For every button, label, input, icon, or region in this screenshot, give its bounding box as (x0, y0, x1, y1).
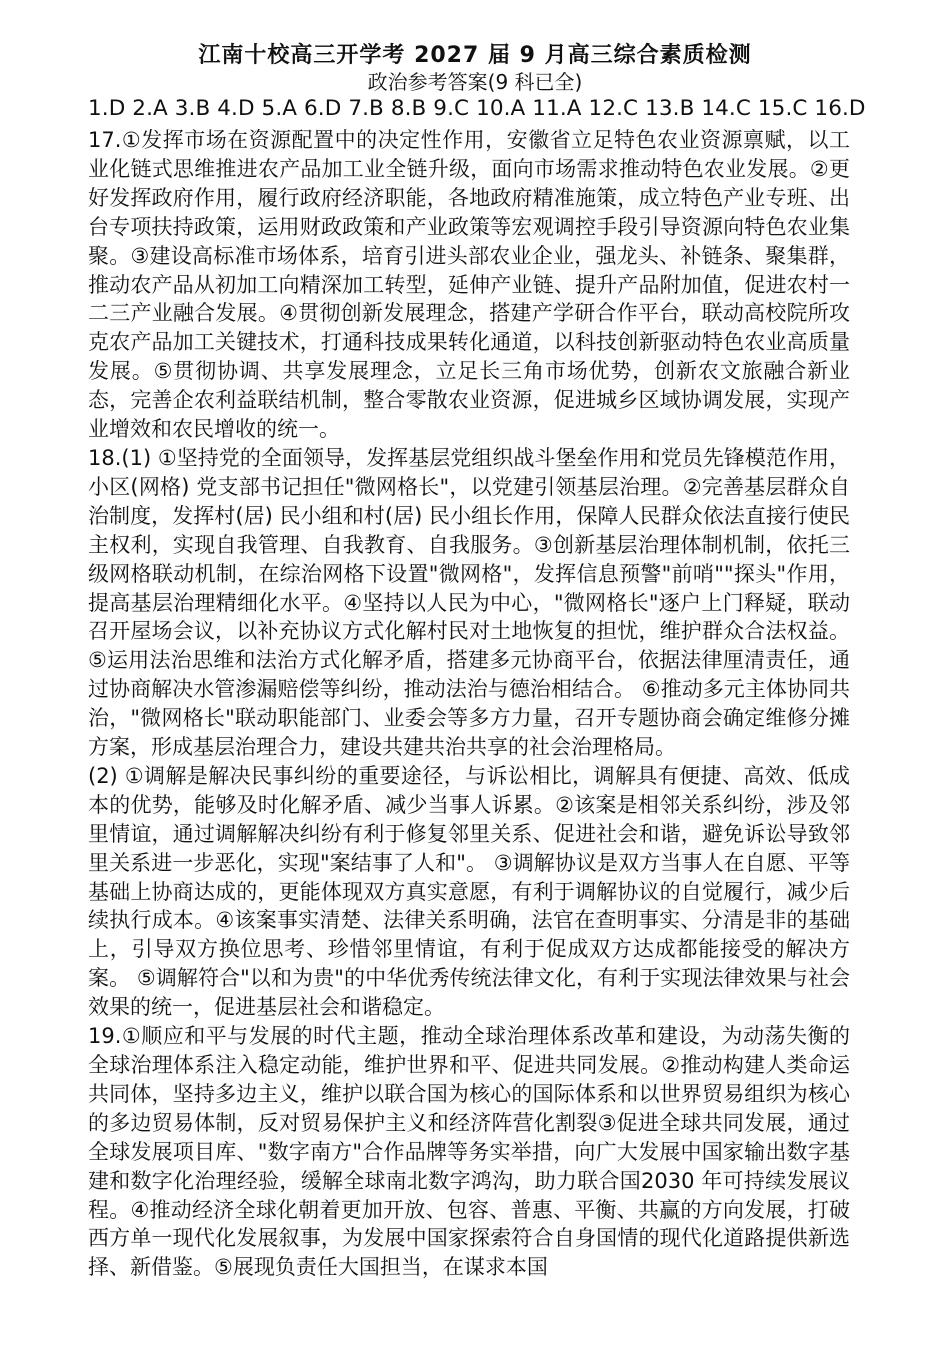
answer-q18-part2: (2) ①调解是解决民事纠纷的重要途径，与诉讼相比，调解具有便捷、高效、低成本的优势，能够及时化解矛盾、减少当事人诉累。②该案是相邻关系纠纷，涉及邻里情谊，通过调解解决纠纷有利于修复邻里关系、促进社会和谐，避免诉讼导致邻里关系进一步恶化，实现"案结事了人和"。 ③调解协议是双方当事人在自愿、平等基础上协商达成的，更能体现双方真实意愿，有利于调解协议的自觉履行，减少后续执行成本。④该案事实清楚、法律关系明确，法官在查明事实、分清是非的基础上，引导双方换位思考、珍惜邻里情谊，有利于促成双方达成都能接受的解决方案。 ⑤调解符合"以和为贵"的中华优秀传统法律文化，有利于实现法律效果与社会效果的统一，促进基层社会和谐稳定。 (88, 763, 850, 1020)
answer-q19: 19.①顺应和平与发展的时代主题，推动全球治理体系改革和建设，为动荡失衡的全球治理体系注入稳定动能，维护世界和平、促进共同发展。②推动构建人类命运共同体，坚持多边主义，维护以联合国为核心的国际体系和以世界贸易组织为核心的多边贸易体制，反对贸易保护主义和经济阵营化割裂③促进全球共同发展，通过全球发展项目库、"数字南方"合作品牌等务实举措，向广大发展中国家输出数字基建和数字化治理经验，缓解全球南北数字鸿沟，助力联合国2030 年可持续发展议程。④推动经济全球化朝着更加开放、包容、普惠、平衡、共赢的方向发展，打破西方单一现代化发展叙事，为发展中国家探索符合自身国情的现代化道路提供新选择、新借鉴。⑤展现负责任大国担当，在谋求本国 (88, 1024, 850, 1280)
answer-body (88, 126, 850, 1282)
answer-q18-part1: 18.(1) ①坚持党的全面领导，发挥基层党组织战斗堡垒作用和党员先锋模范作用，小区(网格) 党支部书记担任"微网格长"，以党建引领基层治理。②完善基层群众自治制度，发挥村(居) 民小组和村(居) 民小组长作用，保障人民群众依法直接行使民主权利，实现自我管理、自我教育、自我服务。③创新基层治理体制机制，依托三级网格联动机制，在综治网格下设置"微网格"，发挥信息预警"前哨""探头"作用，提高基层治理精细化水平。④坚持以人民为中心，"微网格长"逐户上门释疑，联动召开屋场会议，以补充协议方式化解村民对土地恢复的担忧，维护群众合法权益。⑤运用法治思维和法治方式化解矛盾，搭建多元协商平台，依据法律厘清责任，通过协商解决水管渗漏赔偿等纠纷，推动法治与德治相结合。 ⑥推动多元主体协同共治，"微网格长"联动职能部门、业委会等多方力量，召开专题协商会确定维修分摊方案，形成基层治理合力，建设共建共治共享的社会治理格局。 (88, 445, 850, 760)
choice-answers: 1.D 2.A 3.B 4.D 5.A 6.D 7.B 8.B 9.C 10.A 11.A 12.C 13.B 14.C 15.C 16.D (88, 96, 866, 121)
answer-q17: 17.①发挥市场在资源配置中的决定性作用，安徽省立足特色农业资源禀赋，以工业化链式思维推进农产品加工业全链升级，面向市场需求推动特色农业发展。②更好发挥政府作用，履行政府经济职能，各地政府精准施策，成立特色产业专班、出台专项扶持政策，运用财政政策和产业政策等宏观调控手段引导资源向特色农业集聚。③建设高标准市场体系，培育引进头部农业企业，强龙头、补链条、聚集群，推动农产品从初加工向精深加工转型，延伸产业链、提升产品附加值，促进农村一二三产业融合发展。④贯彻创新发展理念，搭建产学研合作平台，联动高校院所攻克农产品加工关键技术，打通科技成果转化通道，以科技创新驱动特色农业高质量发展。⑤贯彻协调、共享发展理念，立足长三角市场优势，创新农文旅融合新业态，完善企农利益联结机制，整合零散农业资源，促进城乡区域协调发展，实现产业增效和农民增收的统一。 (88, 128, 850, 442)
answer-key-subtitle: 政治参考答案(9 科已全) (367, 70, 583, 94)
exam-title: 江南十校高三开学考 2027 届 9 月高三综合素质检测 (198, 43, 752, 68)
page-cutoff-mask (0, 1296, 950, 1345)
